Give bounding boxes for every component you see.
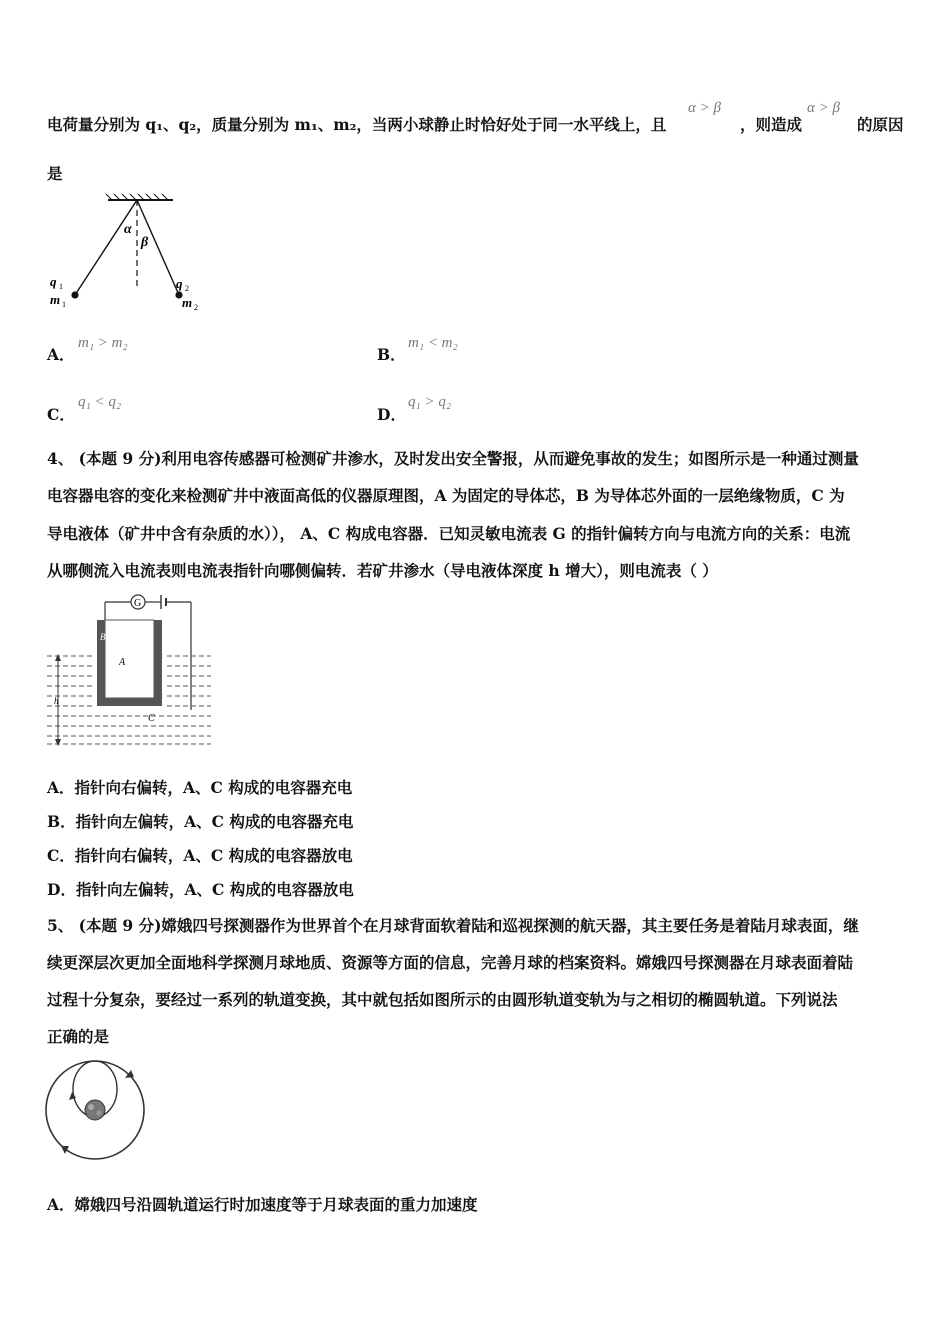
q3-option-d-label: D． bbox=[377, 405, 406, 424]
q3-option-a-label: A． bbox=[47, 345, 75, 364]
orbit-figure bbox=[42, 1058, 150, 1164]
beta-label: β bbox=[141, 235, 149, 250]
q3-stem-line1: 电荷量分别为 q₁、q₂，质量分别为 m₁、m₂，当两小球静止时恰好处于同一水平线上，且 bbox=[47, 115, 667, 134]
ball-1 bbox=[71, 291, 78, 298]
q4-stem-line3: 导电液体（矿井中含有杂质的水））， A、C 构成电容器．已知灵敏电流表 G 的指针偏转方向与电流方向的关系：电流 bbox=[47, 524, 851, 543]
label-a: A bbox=[119, 657, 126, 668]
q3-stem-line2: 是 bbox=[47, 164, 63, 183]
m2-sub: 2 bbox=[194, 303, 198, 312]
q3-stem-mid: ，则造成 bbox=[740, 115, 803, 134]
q4-option-d: D．指针向左偏转，A、C 构成的电容器放电 bbox=[47, 880, 354, 899]
q4-option-b: B．指针向左偏转，A、C 构成的电容器充电 bbox=[47, 812, 354, 831]
q3-option-a-expr: m₁ > m₂ bbox=[78, 335, 128, 351]
q3-option-b-expr: m₁ < m₂ bbox=[408, 335, 458, 351]
q3-option-b-label: B． bbox=[377, 345, 406, 364]
q4-stem-line1: 4、 (本题 9 分)利用电容传感器可检测矿井渗水，及时发出安全警报，从而避免事故的发生；如图所示是一种通过测量 bbox=[47, 449, 859, 468]
q4-stem-line2: 电容器电容的变化来检测矿井中液面高低的仪器原理图，A 为固定的导体芯，B 为导体芯外面的一层绝缘物质，C 为 bbox=[47, 486, 845, 505]
q5-option-a: A．嫦娥四号沿圆轨道运行时加速度等于月球表面的重力加速度 bbox=[47, 1195, 478, 1214]
m1-label: m bbox=[50, 292, 61, 307]
pendulum-figure bbox=[48, 192, 213, 317]
alpha-label: α bbox=[124, 222, 132, 237]
q5-stem-line4: 正确的是 bbox=[47, 1027, 110, 1046]
q3-option-c-label: C． bbox=[47, 405, 75, 424]
q5-stem-line3: 过程十分复杂，要经过一系列的轨道变换，其中就包括如图所示的由圆形轨道变轨为与之相切的椭圆轨道。下列说法 bbox=[47, 990, 838, 1009]
q3-condition-2: α > β bbox=[807, 100, 840, 116]
galvanometer-label: G bbox=[134, 598, 142, 609]
label-h: h bbox=[54, 696, 59, 706]
q2-sub: 2 bbox=[185, 284, 189, 293]
moon-icon bbox=[85, 1100, 105, 1120]
q1-sub: 1 bbox=[59, 282, 63, 291]
capacitor-sensor-figure bbox=[45, 590, 215, 750]
m2-label: m bbox=[182, 295, 193, 310]
q5-stem-line1: 5、 (本题 9 分)嫦娥四号探测器作为世界首个在月球背面软着陆和巡视探测的航天器，其主要任务是着陆月球表面，继 bbox=[47, 916, 859, 935]
q1-label: q bbox=[50, 274, 57, 289]
q4-option-c: C．指针向右偏转，A、C 构成的电容器放电 bbox=[47, 846, 353, 865]
q3-option-c-expr: q₁ < q₂ bbox=[78, 394, 122, 410]
label-b: B bbox=[100, 632, 106, 642]
q3-condition-1: α > β bbox=[688, 100, 721, 116]
q4-option-a: A．指针向右偏转，A、C 构成的电容器充电 bbox=[47, 778, 353, 797]
q3-stem-end: 的原因 bbox=[857, 115, 904, 134]
label-c: C bbox=[148, 713, 155, 724]
q5-stem-line2: 续更深层次更加全面地科学探测月球地质、资源等方面的信息，完善月球的档案资料。嫦娥四号探测器在月球表面着陆 bbox=[47, 953, 854, 972]
q2-label: q bbox=[176, 276, 183, 291]
m1-sub: 1 bbox=[62, 300, 66, 309]
q4-stem-line4: 从哪侧流入电流表则电流表指针向哪侧偏转．若矿井渗水（导电液体深度 h 增大），则电流表（ ） bbox=[47, 561, 718, 580]
q3-option-d-expr: q₁ > q₂ bbox=[408, 394, 452, 410]
